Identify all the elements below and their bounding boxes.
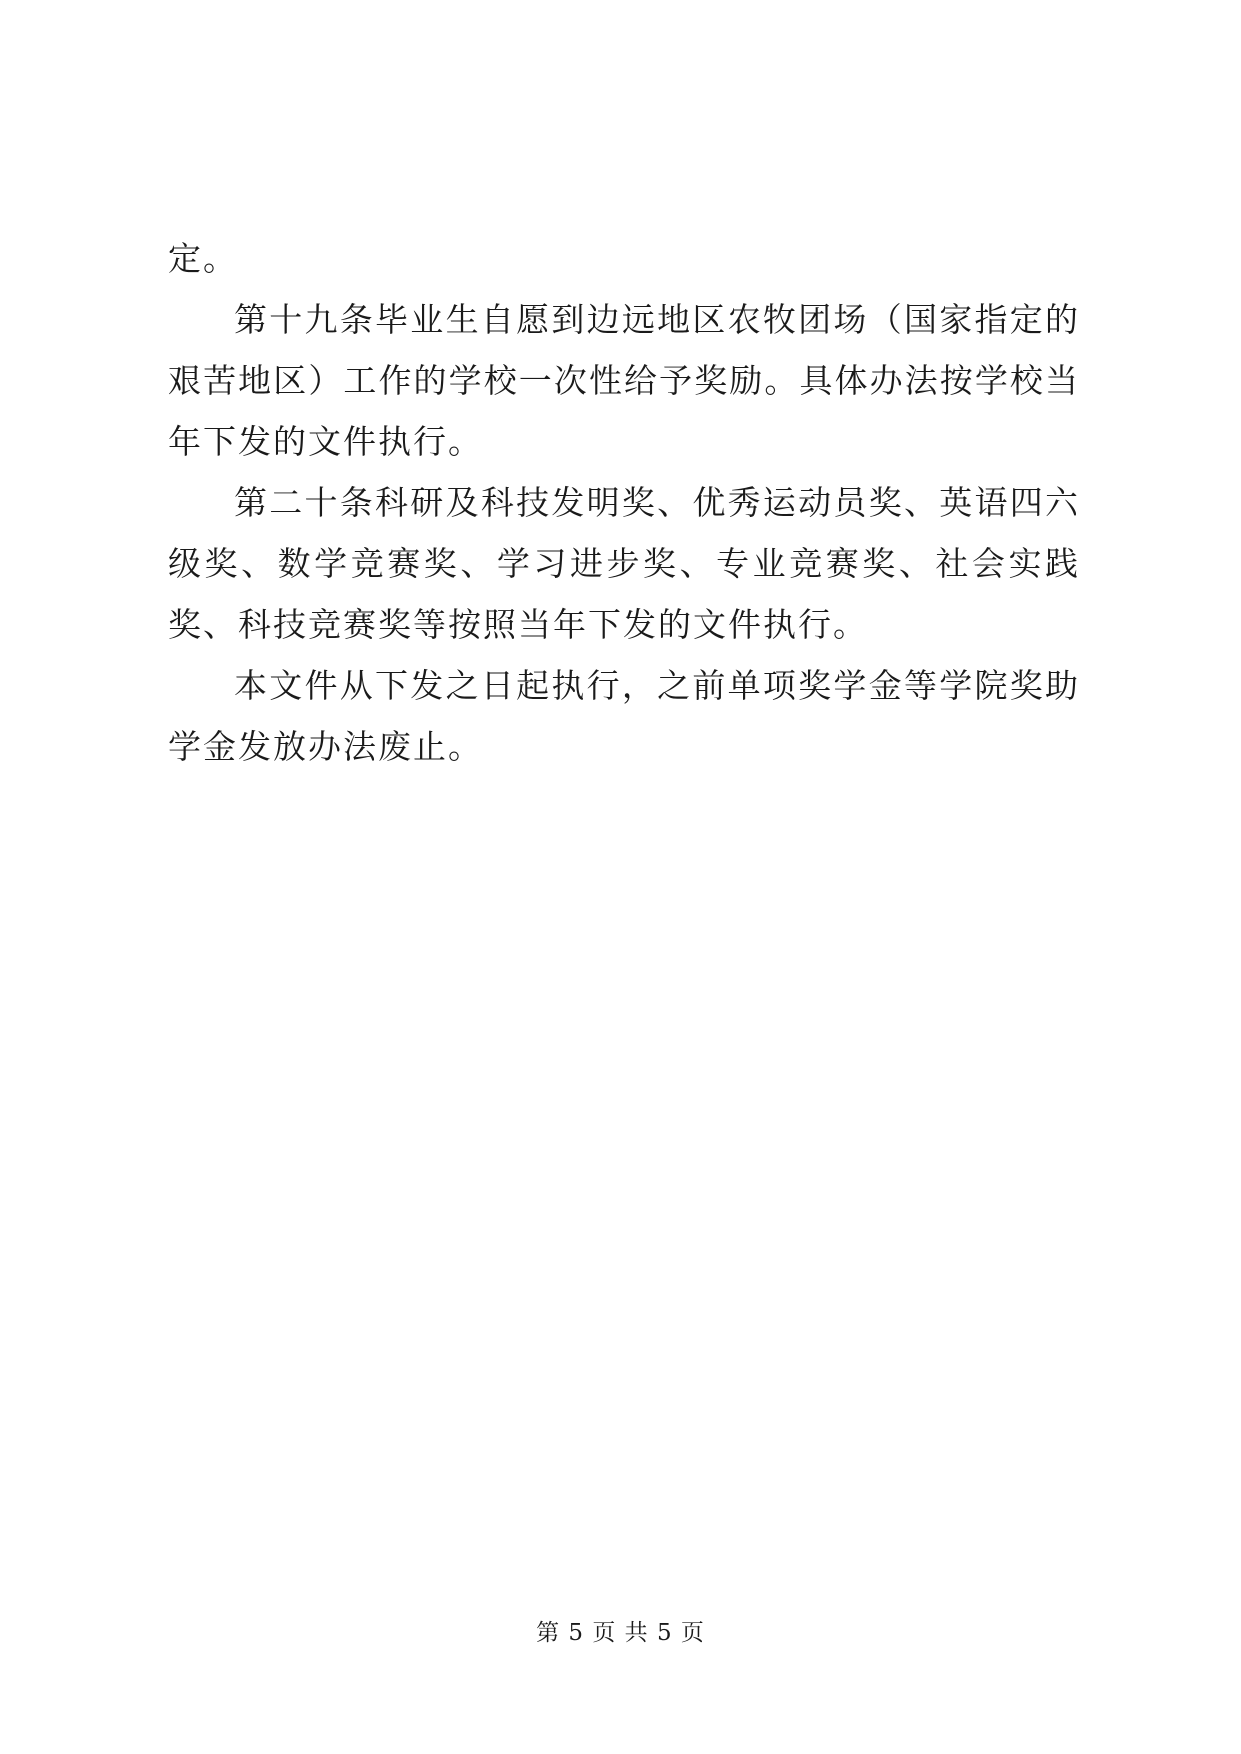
paragraph-effective-date: 本文件从下发之日起执行，之前单项奖学金等学院奖助学金发放办法废止。 xyxy=(168,666,1080,766)
document-body xyxy=(168,228,1080,777)
paragraph-article-20: 第二十条科研及科技发明奖、优秀运动员奖、英语四六级奖、数学竞赛奖、学习进步奖、专业竞赛奖、社会实践奖、科技竞赛奖等按照当年下发的文件执行。 xyxy=(168,483,1080,644)
paragraph-article-19: 第十九条毕业生自愿到边远地区农牧团场（国家指定的艰苦地区）工作的学校一次性给予奖励。具体办法按学校当年下发的文件执行。 xyxy=(168,300,1080,461)
paragraph-continuation: 定。 xyxy=(168,239,238,278)
page-number-footer: 第 5 页 共 5 页 xyxy=(536,1620,705,1646)
